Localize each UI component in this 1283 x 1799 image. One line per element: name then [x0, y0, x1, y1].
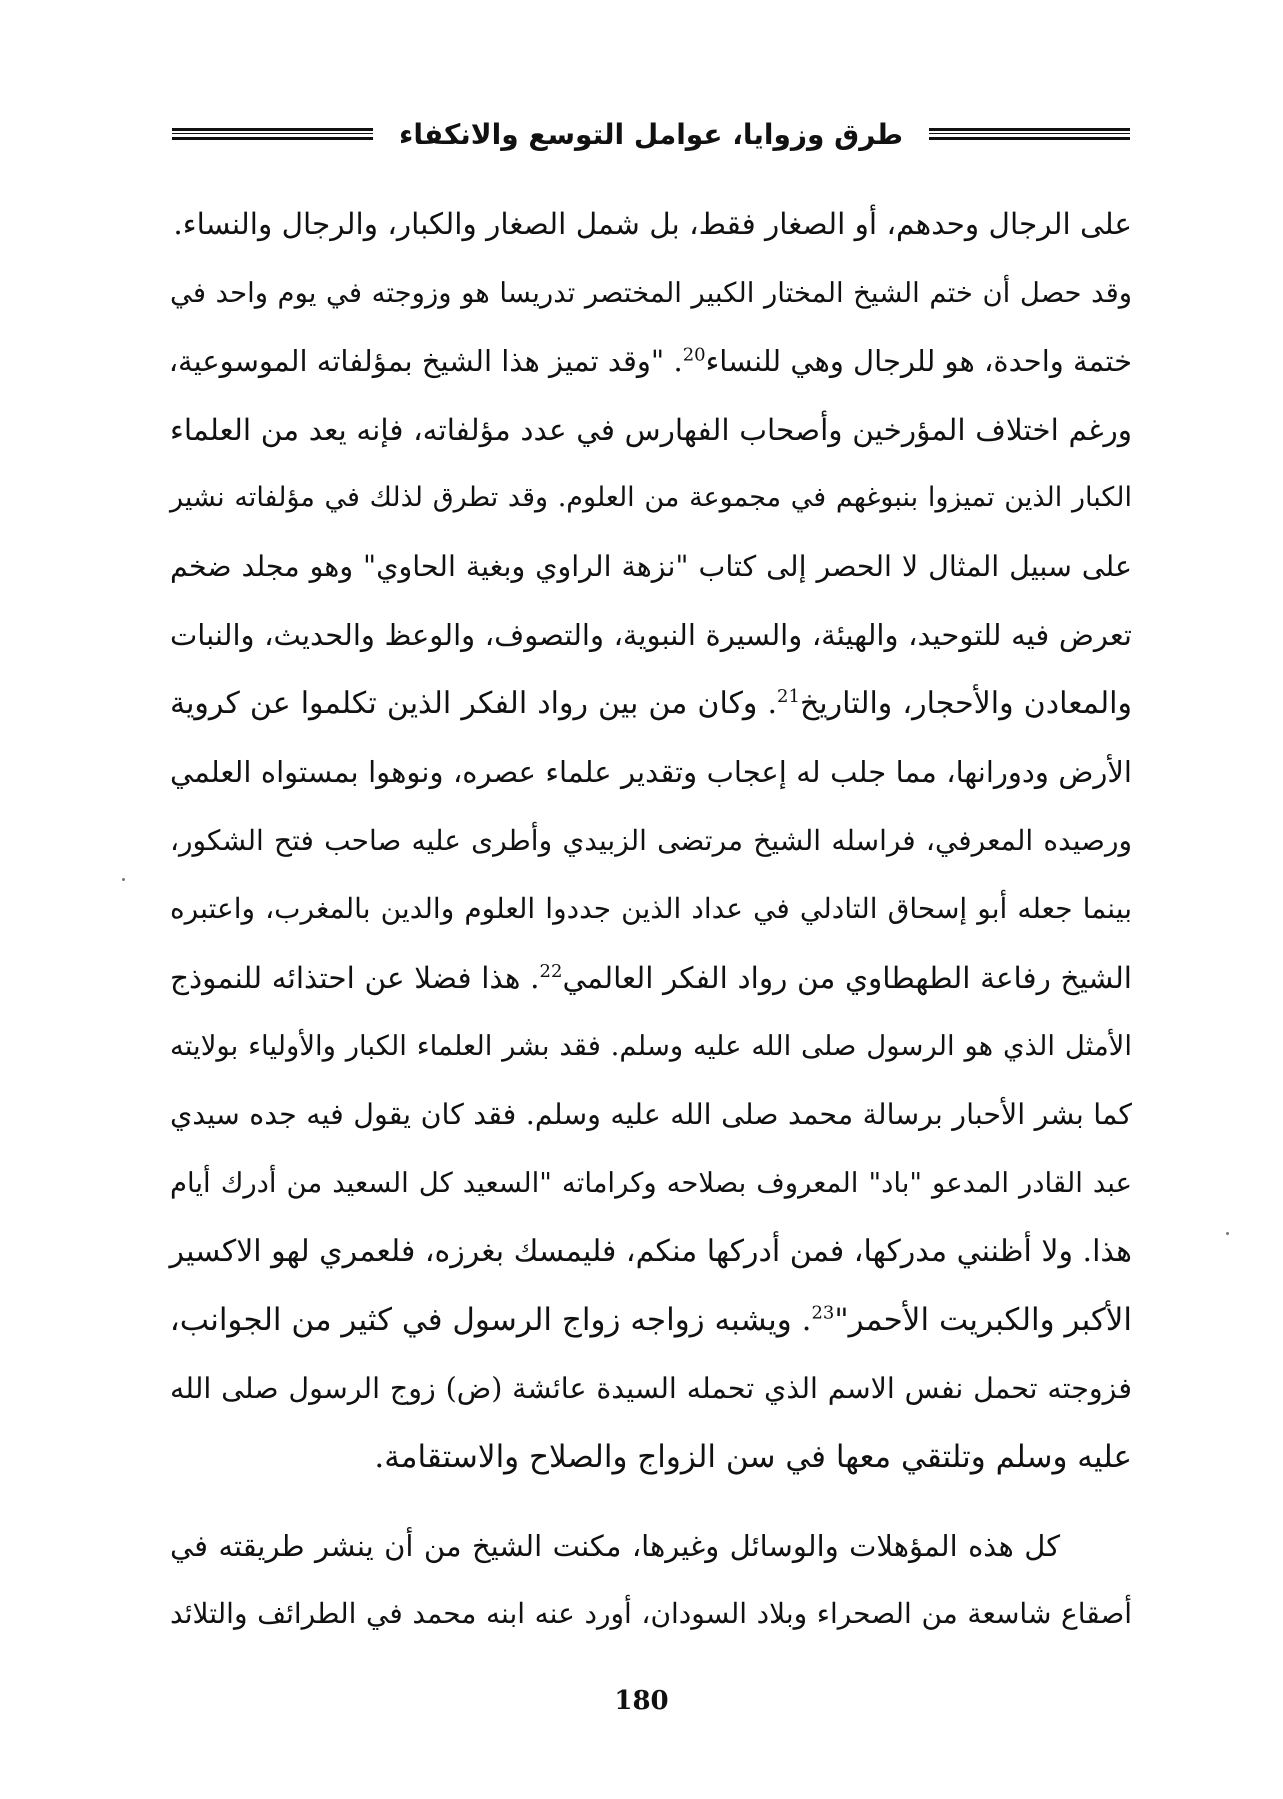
page-number: 180: [614, 1686, 669, 1716]
text-line: والمعادن والأحجار، والتاريخ$^{21}$. وكان من بين رواد الفكر الذين تكلموا عن كروية: [170, 685, 1132, 721]
paragraph-first-line: كل هذه المؤهلات والوسائل وغيرها، مكنت الشيخ من أن ينشر طريقته في: [170, 1528, 1060, 1563]
text-line: فزوجته تحمل نفس الاسم الذي تحمله السيدة عائشة (ض) زوج الرسول صلى الله: [170, 1371, 1132, 1405]
footnote-ref: 22: [539, 960, 563, 982]
text-line: ورغم اختلاف المؤرخين وأصحاب الفهارس في عدد مؤلفاته، فإنه يعد من العلماء: [170, 412, 1132, 447]
text-line: الشيخ رفاعة الطهطاوي من رواد الفكر العالمي$^{22}$. هذا فضلا عن احتذائه للنموذج: [170, 960, 1133, 995]
text-line: أصقاع شاسعة من الصحراء وبلاد السودان، أورد عنه ابنه محمد في الطرائف والتلائد: [170, 1597, 1132, 1630]
footnote-ref: 20: [682, 344, 706, 366]
running-header: [172, 112, 1130, 156]
footnote-ref: 21: [777, 685, 800, 707]
text-line: الكبار الذين تميزوا بنبوغهم في مجموعة من العلوم. وقد تطرق لذلك في مؤلفاته نشير: [170, 482, 1132, 513]
text-line: ختمة واحدة، هو للرجال وهي للنساء$^{20}$. "وقد تميز هذا الشيخ بمؤلفاته الموسوعية،: [168, 344, 1132, 378]
text-line: بينما جعله أبو إسحاق التادلي في عداد الذين جددوا العلوم والدين بالمغرب، واعتبره: [170, 892, 1132, 925]
header-rule-right: [929, 128, 1130, 140]
text-line: كما بشر الأحبار برسالة محمد صلى الله عليه وسلم. فقد كان يقول فيه جده سيدي: [170, 1097, 1132, 1131]
text-line: الأرض ودورانها، مما جلب له إعجاب وتقدير علماء عصره، ونوهوا بمستواه العلمي: [170, 755, 1132, 789]
text-line: عليه وسلم وتلتقي معها في سن الزواج والصلاح والاستقامة.: [374, 1439, 1132, 1475]
text-line: الأكبر والكبريت الأحمر"$^{23}$. ويشبه زواجه زواج الرسول في كثير من الجوانب،: [169, 1302, 1132, 1338]
text-line: تعرض فيه للتوحيد، والهيئة، والسيرة النبوية، والتصوف، والوعظ والحديث، والنبات: [170, 618, 1132, 652]
footnote-ref: 23: [811, 1302, 835, 1324]
header-title: طرق وزوايا، عوامل التوسع والانكفاء: [399, 117, 903, 151]
text-line: ورصيده المعرفي، فراسله الشيخ مرتضى الزبيدي وأطرى عليه صاحب فتح الشكور،: [170, 823, 1132, 857]
text-line: على سبيل المثال لا الحصر إلى كتاب "نزهة الراوي وبغية الحاوي" وهو مجلد ضخم: [170, 549, 1132, 583]
body-text: [170, 190, 1132, 1649]
text-line: وقد حصل أن ختم الشيخ المختار الكبير المختصر تدريسا هو وزوجته في يوم واحد في: [170, 276, 1132, 309]
text-line: الأمثل الذي هو الرسول صلى الله عليه وسلم. فقد بشر العلماء الكبار والأولياء بولايته: [170, 1030, 1132, 1062]
scan-speck: [1226, 1232, 1229, 1235]
scan-speck: [122, 878, 125, 881]
text-line: على الرجال وحدهم، أو الصغار فقط، بل شمل الصغار والكبار، والرجال والنساء.: [173, 207, 1132, 241]
text-line: هذا. ولا أظنني مدركها، فمن أدركها منكم، فليمسك بغرزه، فلعمري لهو الاكسير: [169, 1233, 1132, 1269]
header-rule-left: [172, 128, 373, 140]
text-line: عبد القادر المدعو "باد" المعروف بصلاحه وكراماته "السعيد كل السعيد من أدرك أيام: [170, 1167, 1132, 1199]
